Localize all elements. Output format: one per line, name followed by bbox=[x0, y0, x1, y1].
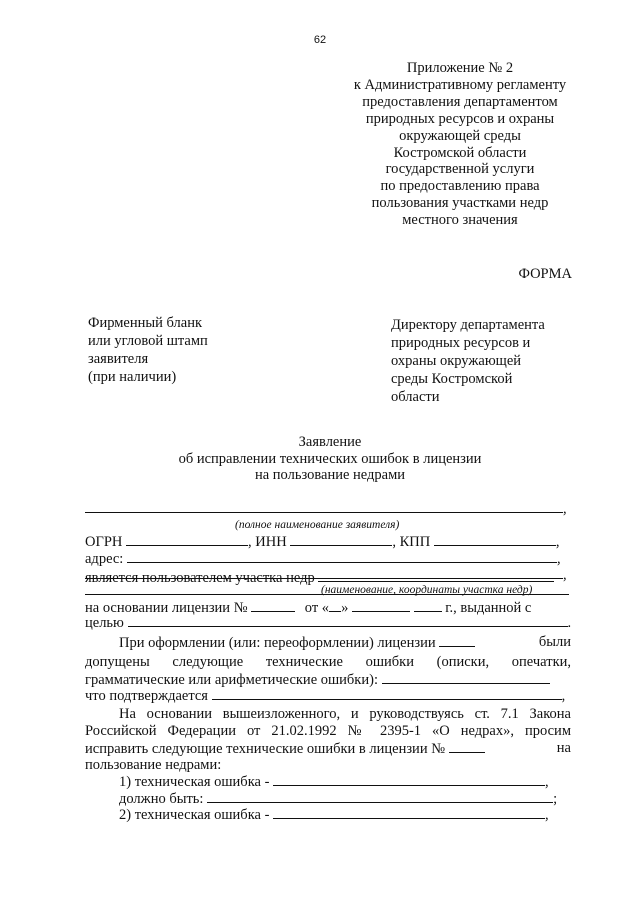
license-day-field[interactable] bbox=[329, 599, 341, 612]
confirmed-label: что подтверждается bbox=[85, 688, 208, 704]
address-row: адрес: , bbox=[85, 551, 561, 567]
para1-text: При оформлении (или: переоформлении) лицензии bbox=[119, 635, 436, 651]
title-line: об исправлении технических ошибок в лицензии bbox=[178, 450, 482, 467]
year-issued-label: г., выданной с bbox=[445, 600, 532, 616]
appendix-line: окружающей среды bbox=[399, 127, 521, 144]
kpp-label: , КПП bbox=[392, 534, 431, 550]
stamp-line: (при наличии) bbox=[88, 369, 177, 385]
error2-label: 2) техническая ошибка - bbox=[119, 807, 270, 823]
ogrn-field[interactable] bbox=[126, 533, 248, 546]
para2-line1: На основании вышеизложенного, и руководствуясь ст. 7.1 Закона bbox=[119, 706, 571, 722]
confirmed-field[interactable] bbox=[212, 687, 562, 700]
address-field[interactable] bbox=[127, 550, 557, 563]
applicant-name-field[interactable]: , bbox=[85, 500, 571, 517]
para2-line3-text: исправить следующие технические ошибки в лицензии № bbox=[85, 741, 446, 757]
purpose-row: целью . bbox=[85, 615, 572, 631]
license-ref-field[interactable] bbox=[439, 634, 475, 647]
addressee-block bbox=[391, 316, 581, 406]
kpp-field[interactable] bbox=[434, 533, 556, 546]
purpose-field[interactable] bbox=[128, 614, 568, 627]
letterhead-stamp-block bbox=[88, 314, 208, 386]
errors-field[interactable] bbox=[382, 671, 550, 684]
appendix-line: предоставления департаментом bbox=[362, 93, 558, 110]
purpose-label: целью bbox=[85, 615, 124, 631]
para1-were: были bbox=[538, 634, 571, 650]
addressee-line: области bbox=[391, 389, 440, 405]
addressee-line: Директору департамента bbox=[391, 317, 545, 333]
license-label: на основании лицензии № bbox=[85, 600, 248, 616]
license-number-field-2[interactable] bbox=[449, 740, 485, 753]
stamp-line: заявителя bbox=[88, 351, 149, 367]
confirmed-row: что подтверждается , bbox=[85, 688, 566, 704]
document-title bbox=[0, 434, 640, 484]
license-year-field[interactable] bbox=[414, 599, 442, 612]
appendix-line: местного значения bbox=[402, 212, 518, 229]
appendix-line: Приложение № 2 bbox=[406, 60, 514, 76]
ogrn-label: ОГРН bbox=[85, 534, 123, 550]
addressee-line: природных ресурсов и bbox=[391, 335, 531, 351]
appendix-line: природных ресурсов и охраны bbox=[365, 110, 555, 127]
appendix-line: по предоставлению права bbox=[380, 178, 540, 195]
plot-user-label: является пользователем участка недр bbox=[85, 570, 315, 586]
stamp-line: или угловой штамп bbox=[88, 333, 208, 349]
title-line: Заявление bbox=[298, 434, 362, 450]
para1-line2: допущены следующие технические ошибки (описки, опечатки, bbox=[85, 654, 571, 670]
plot-field[interactable] bbox=[318, 569, 554, 582]
inn-field[interactable] bbox=[290, 533, 392, 546]
appendix-line: государственной услуги bbox=[385, 161, 535, 178]
error2-field[interactable] bbox=[273, 806, 545, 819]
error2-row: 2) техническая ошибка - , bbox=[119, 807, 549, 823]
should-be-label: должно быть: bbox=[119, 791, 204, 807]
error1-label: 1) техническая ошибка - bbox=[119, 774, 270, 790]
appendix-line: к Административному регламенту bbox=[353, 76, 567, 93]
addressee-line: среды Костромской bbox=[391, 371, 513, 387]
para2-on: на bbox=[556, 740, 571, 756]
should-be-field[interactable] bbox=[207, 790, 553, 803]
para1-line3 bbox=[85, 671, 571, 688]
error1-row: 1) техническая ошибка - , bbox=[119, 774, 549, 790]
stamp-line: Фирменный бланк bbox=[88, 315, 202, 331]
para1-line1 bbox=[119, 634, 571, 651]
para2-line2: Российской Федерации от 21.02.1992 № 2395-1 «О недрах», просим bbox=[85, 723, 571, 739]
para2-line4: пользование недрами: bbox=[85, 757, 222, 773]
should-be-row: должно быть: ; bbox=[119, 791, 558, 807]
address-continuation: , bbox=[85, 566, 571, 583]
para1-line3-text: грамматические или арифметические ошибки): bbox=[85, 672, 378, 688]
appendix-header bbox=[335, 60, 585, 229]
license-month-field[interactable] bbox=[352, 599, 410, 612]
from-label: от « bbox=[304, 600, 330, 616]
plot-hint: (наименование, координаты участка недр) bbox=[321, 584, 533, 596]
inn-label: , ИНН bbox=[248, 534, 287, 550]
quote-close: » bbox=[341, 600, 349, 616]
appendix-line: пользования участками недр bbox=[371, 195, 549, 212]
applicant-hint: (полное наименование заявителя) bbox=[235, 519, 400, 531]
ogrn-inn-kpp-row: ОГРН , ИНН , КПП , bbox=[85, 534, 560, 550]
license-number-field[interactable] bbox=[251, 599, 295, 612]
form-label: ФОРМА bbox=[518, 266, 572, 282]
para2-line3 bbox=[85, 740, 571, 757]
blank-line[interactable] bbox=[85, 500, 563, 513]
appendix-line: Костромской области bbox=[393, 144, 527, 161]
page-number: 62 bbox=[313, 34, 327, 46]
error1-field[interactable] bbox=[273, 773, 545, 786]
title-line: на пользование недрами bbox=[254, 467, 406, 483]
address-label: адрес: bbox=[85, 551, 124, 567]
addressee-line: охраны окружающей bbox=[391, 353, 522, 369]
